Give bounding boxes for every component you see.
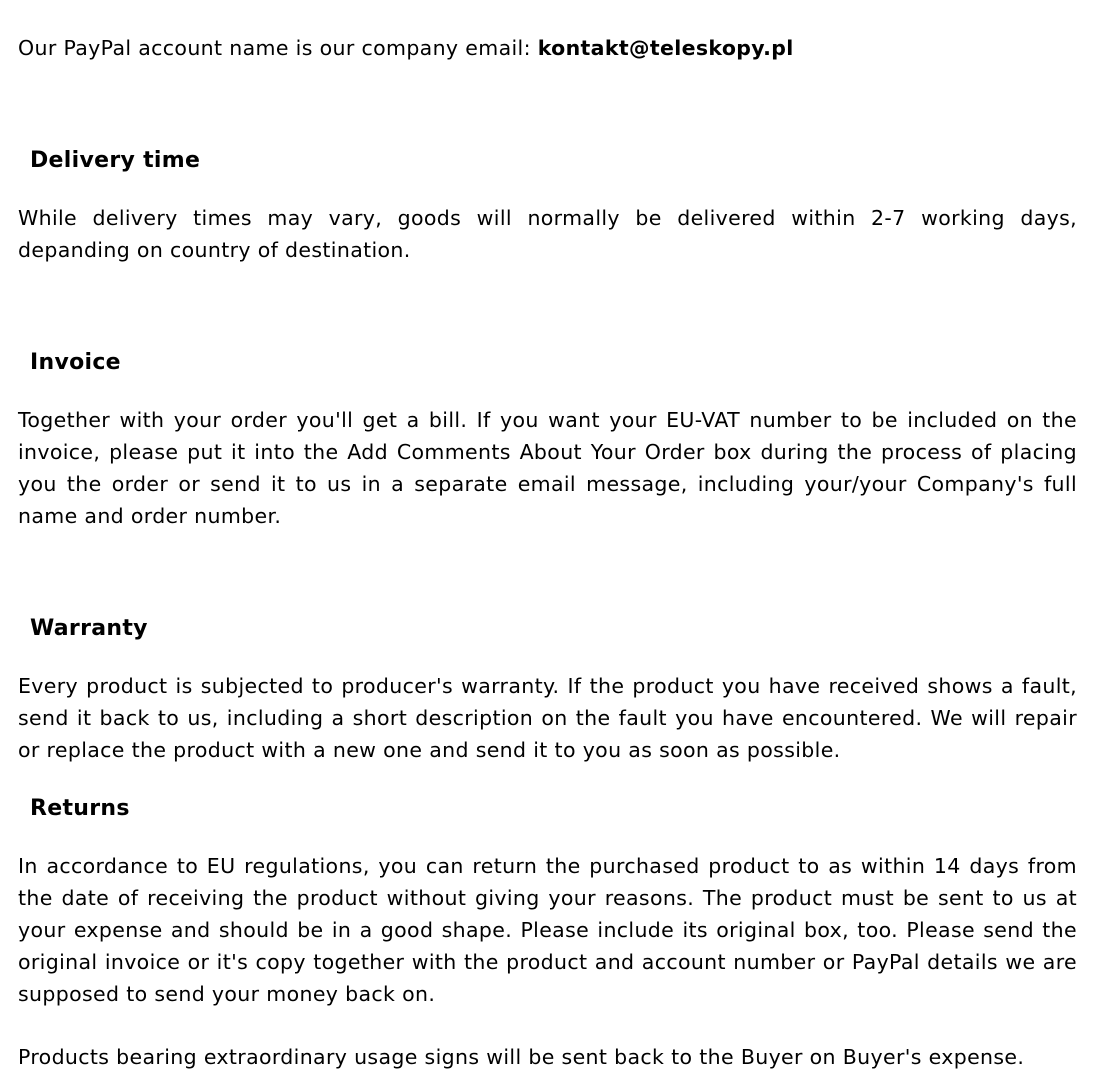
returns-heading: Returns [30,796,130,821]
delivery-time-heading: Delivery time [30,148,201,173]
returns-note: Products bearing extraordinary usage signs will be sent back to the Buyer on Buyer's expense. [18,1045,1025,1069]
paypal-account-text: Our PayPal account name is our company email: [18,36,538,60]
warranty-heading: Warranty [30,616,148,641]
warranty-text: Every product is subjected to producer's warranty. If the product you have received shows a fault, send it back to us, including a short description on the fault you have encountered. We will repair or replace the product with a new one and send it to you as soon as possible. [18,674,1077,762]
returns-text: In accordance to EU regulations, you can return the purchased product to as within 14 days from the date of receiving the product without giving your reasons. The product must be sent to us at your expense and should be in a good shape. Please include its original box, too. Please send the original invoice or it's copy together with the product and account number or PayPal details we are supposed to send your money back on. [18,854,1077,1006]
invoice-text: Together with your order you'll get a bill. If you want your EU-VAT number to be included on the invoice, please put it into the Add Comments About Your Order box during the process of placing you the order or send it to us in a separate email message, including your/your Company's full name and order number. [18,408,1077,528]
paypal-account-paragraph [18,32,1077,64]
delivery-time-text: While delivery times may vary, goods will normally be delivered within 2-7 working days, depanding on country of destination. [18,206,1077,262]
invoice-heading: Invoice [30,350,121,375]
company-email: kontakt@teleskopy.pl [537,36,794,60]
